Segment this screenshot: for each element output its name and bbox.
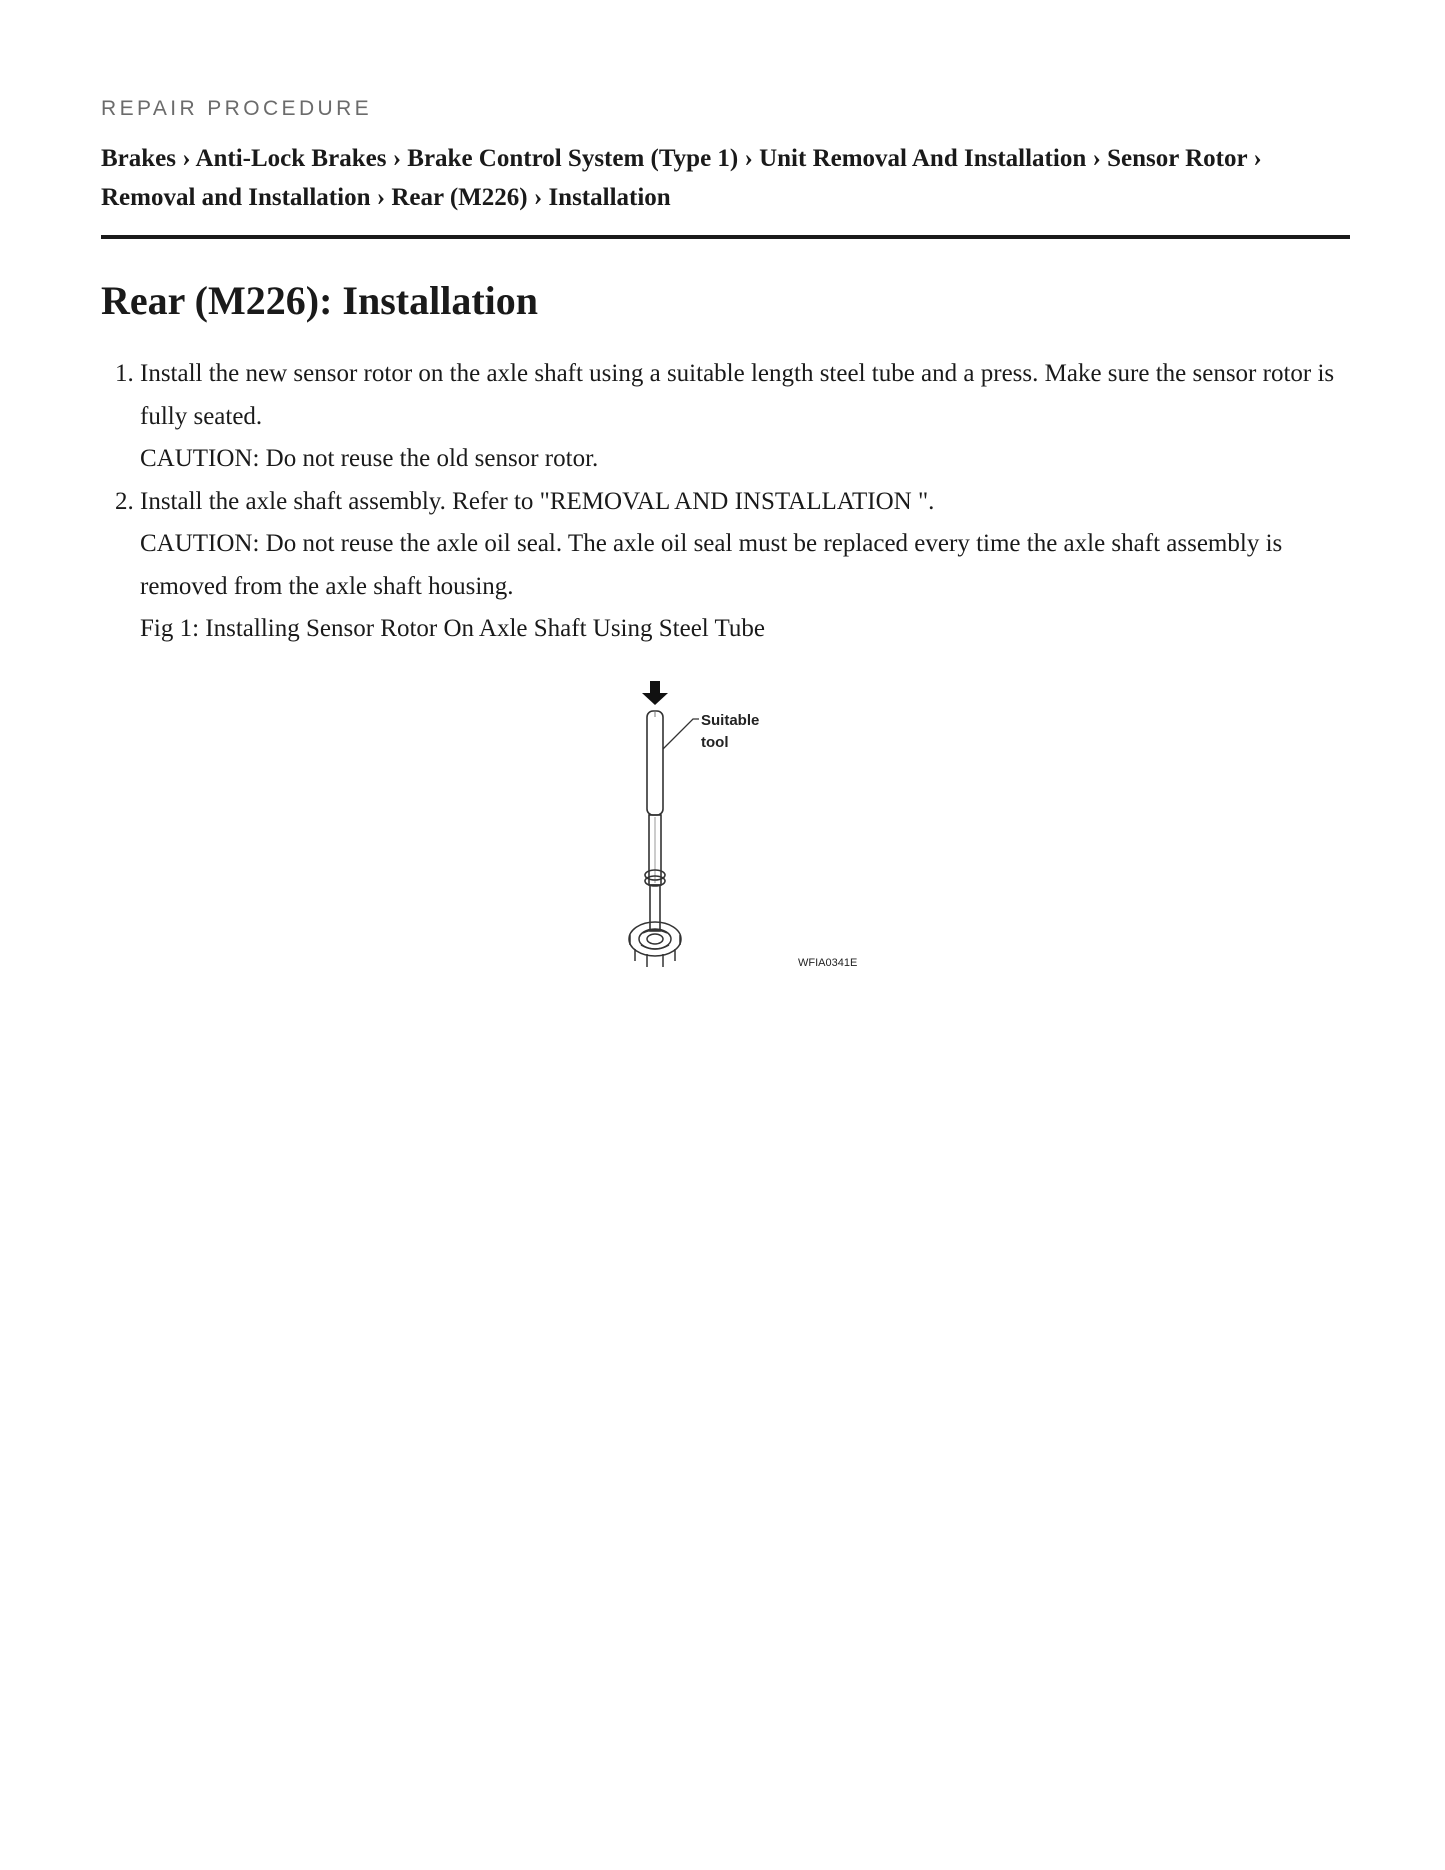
breadcrumb-item: Anti-Lock Brakes: [195, 145, 387, 172]
callout-label-line2: tool: [701, 733, 729, 751]
breadcrumb-separator: ›: [392, 145, 408, 172]
breadcrumb-item: Installation: [548, 184, 671, 211]
breadcrumb-separator: ›: [376, 184, 392, 211]
breadcrumb-item: Unit Removal And Installation: [759, 145, 1087, 172]
breadcrumb-separator: ›: [533, 184, 549, 211]
axle-shaft-drawing: [645, 815, 665, 931]
step-text: 1. Install the new sensor rotor on the axle shaft using a suitable length steel tube and a press. Make sure the sensor rotor is fully seated.: [140, 360, 1335, 430]
step-text: 2. Install the axle shaft assembly. Refer to "REMOVAL AND INSTALLATION ".: [140, 487, 935, 515]
page-title: Rear (M226): Installation: [101, 278, 538, 323]
breadcrumb-item: Sensor Rotor: [1107, 145, 1248, 172]
breadcrumb: [101, 139, 1350, 239]
steel-tube-drawing: [647, 711, 663, 815]
sensor-rotor-figure: [613, 677, 873, 977]
breadcrumb-item: Brakes: [101, 145, 176, 172]
procedure-step: [140, 481, 1350, 651]
caution-note: CAUTION: Do not reuse the axle oil seal. The axle oil seal must be replaced every time the axle shaft assembly is removed from the axle shaft housing.: [140, 530, 1283, 600]
breadcrumb-item: Rear (M226): [391, 184, 528, 211]
callout-leader-line: [663, 719, 699, 749]
press-arrow-icon: [642, 681, 668, 705]
figure-code: WFIA0341E: [798, 956, 858, 969]
hub-flange-drawing: [629, 922, 681, 967]
callout-label-line1: Suitable: [701, 711, 760, 729]
figure-caption: Fig 1: Installing Sensor Rotor On Axle Shaft Using Steel Tube: [140, 615, 766, 642]
section-eyebrow: REPAIR PROCEDURE: [101, 97, 373, 120]
document-page: [101, 96, 1350, 977]
procedure-step: [140, 353, 1350, 481]
breadcrumb-separator: ›: [1092, 145, 1108, 172]
breadcrumb-item: Brake Control System (Type 1): [407, 145, 739, 172]
procedure-steps: [101, 353, 1350, 651]
caution-note: CAUTION: Do not reuse the old sensor rotor.: [140, 445, 599, 472]
breadcrumb-separator: ›: [744, 145, 760, 172]
breadcrumb-separator: ›: [1253, 145, 1262, 172]
breadcrumb-separator: ›: [182, 145, 196, 172]
breadcrumb-item: Removal and Installation: [101, 184, 371, 211]
